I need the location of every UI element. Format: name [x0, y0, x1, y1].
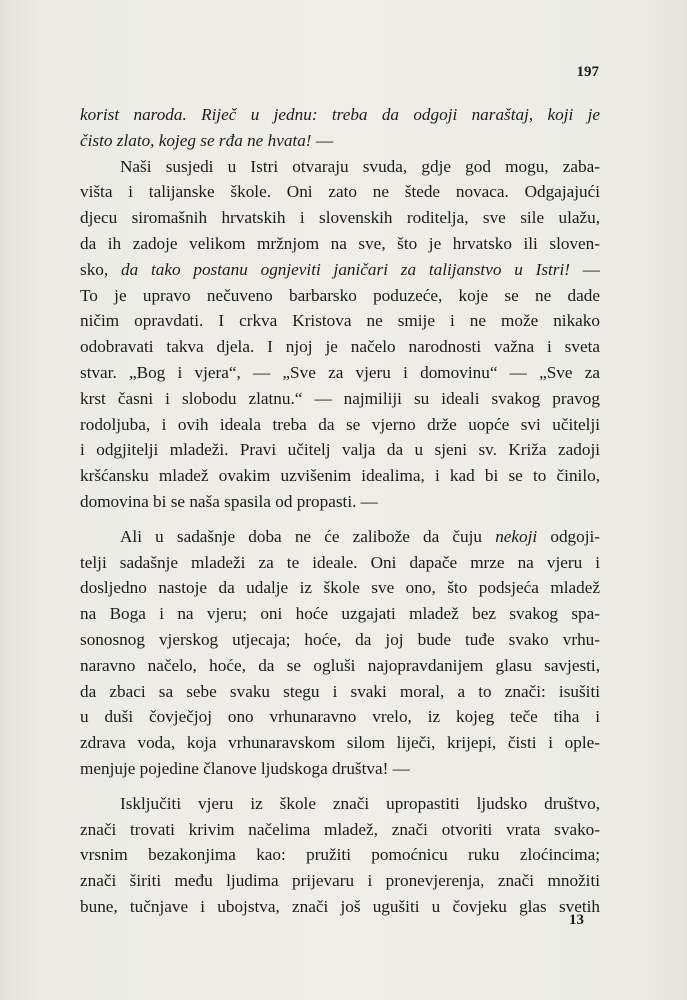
text-segment: i odgjitelji mladeži. Pravi učitelj valja da u sjeni sv. Križa zadoji [80, 440, 600, 460]
italic-text: da tako postanu ognjeviti janičari za talijanstvo u Istri! [120, 259, 570, 279]
text-segment: da ih zadoje velikom mržnjom na sve, što je hrvatsko ili sloven- [80, 233, 600, 253]
text-segment: znači trovati krivim načelima mladež, znači otvoriti vrata svako- [80, 819, 600, 839]
text-line [80, 524, 600, 550]
text-line [80, 817, 600, 843]
page-number: 197 [576, 64, 599, 80]
italic-text: korist naroda. Riječ u jednu: treba da odgoji naraštaj, koji je [80, 105, 600, 124]
text-segment: dosljedno nastoje da udalje iz škole sve ono, što podsjeća mladež [80, 578, 600, 598]
paragraph-gap [80, 515, 600, 524]
italic-text: čisto zlato, kojeg se rđa ne hvata! [80, 130, 312, 150]
text-line [80, 704, 600, 730]
text-line [80, 730, 600, 756]
text-line [80, 575, 600, 601]
text-line [80, 231, 600, 257]
text-segment: bune, tučnjave i ubojstva, znači još ugušiti u čovjeku glas svetih [80, 896, 600, 916]
text-segment: vrsnim bezakonjima kao: pružiti pomoćnicu ruku zloćincima; [80, 845, 600, 865]
text-line [80, 179, 600, 205]
text-line [80, 550, 600, 576]
text-segment: sko, [80, 259, 121, 279]
signature-mark: 13 [569, 912, 584, 928]
text-line [80, 205, 600, 231]
text-line [80, 437, 600, 463]
text-line [80, 386, 600, 412]
text-line [80, 653, 600, 679]
text-segment: Ali u sadašnje doba ne će zalibože da čuju [120, 526, 496, 546]
text-segment: naravno načelo, hoće, da se ogluši najopravdanijem glasu savjesti, [80, 655, 600, 675]
italic-text: nekoji [495, 526, 538, 546]
body-text [80, 102, 600, 920]
text-line [80, 627, 600, 653]
text-segment: Naši susjedi u Istri otvaraju svuda, gdje god mogu, zaba- [120, 156, 600, 176]
text-segment: u duši čovječjoj ono vrhunaravno vrelo, iz kojeg teče tiha i [80, 707, 600, 727]
text-line [80, 756, 600, 782]
text-segment: zdrava voda, koja vrhunaravskom silom liječi, krijepi, čisti i ople- [80, 733, 600, 753]
paragraph [80, 154, 600, 515]
text-segment: rodoljuba, i ovih ideala treba da se vjerno drže uopće svi učitelji [80, 414, 600, 434]
text-line [80, 791, 600, 817]
text-segment: — [311, 130, 333, 150]
paragraph-gap [80, 782, 600, 791]
text-segment: stvar. „Bog i vjera“, — „Sve za vjeru i domovinu“ — „Sve za [80, 362, 600, 382]
text-segment: telji sadašnje mladeži za te ideale. Oni dapače mrze na vjeru i [80, 552, 600, 572]
paragraph [80, 524, 600, 782]
text-segment: na Boga i na vjeru; oni hoće uzgajati mladež bez svakog spa- [80, 604, 600, 624]
text-segment: ničim opravdati. I crkva Kristova ne smije i ne može nikako [80, 311, 600, 331]
text-segment: da zbaci sa sebe svaku stegu i svaki moral, a to znači: isušiti [80, 681, 600, 701]
text-segment: kršćansku mladež ovakim uzvišenim idealima, i kad bi se to činilo, [80, 466, 600, 486]
text-line [80, 360, 600, 386]
text-line [80, 283, 600, 309]
text-line [80, 102, 600, 128]
text-line [80, 842, 600, 868]
text-line [80, 489, 600, 515]
text-segment: To je upravo nečuveno barbarsko poduzeće, koje se ne dade [80, 285, 600, 305]
text-segment: domovina bi se naša spasila od propasti. — [80, 491, 378, 511]
text-line [80, 463, 600, 489]
text-segment: odgoji- [537, 526, 600, 546]
text-line [80, 308, 600, 334]
text-line [80, 257, 600, 283]
text-segment: višta i talijanske škole. Oni zato ne štede novaca. Odgajajući [80, 182, 600, 202]
text-line [80, 154, 600, 180]
text-line [80, 868, 600, 894]
text-segment: Isključiti vjeru iz škole znači upropastiti ljudsko društvo, [120, 793, 600, 813]
text-segment: menjuje pojedine članove ljudskoga društva! — [80, 758, 410, 778]
text-segment: djecu siromašnih hrvatskih i slovenskih roditelja, sve sile ulažu, [80, 208, 600, 228]
text-line [80, 412, 600, 438]
paragraph [80, 791, 600, 920]
text-segment: sonosnog vjerskog utjecaja; hoće, da joj bude tuđe svako vrhu- [80, 629, 600, 649]
text-segment: — [570, 259, 600, 279]
text-line [80, 601, 600, 627]
text-segment: znači širiti među ljudima prijevaru i pronevjerenja, znači množiti [80, 871, 600, 891]
text-line [80, 679, 600, 705]
text-segment: odobravati takva djela. I njoj je načelo narodnosti važna i sveta [80, 337, 600, 357]
paragraph [80, 102, 600, 154]
text-line [80, 334, 600, 360]
text-line [80, 894, 600, 920]
text-line [80, 128, 600, 154]
text-segment: krst časni i slobodu zlatnu.“ — najmiliji su ideali svakog pravog [80, 388, 600, 408]
